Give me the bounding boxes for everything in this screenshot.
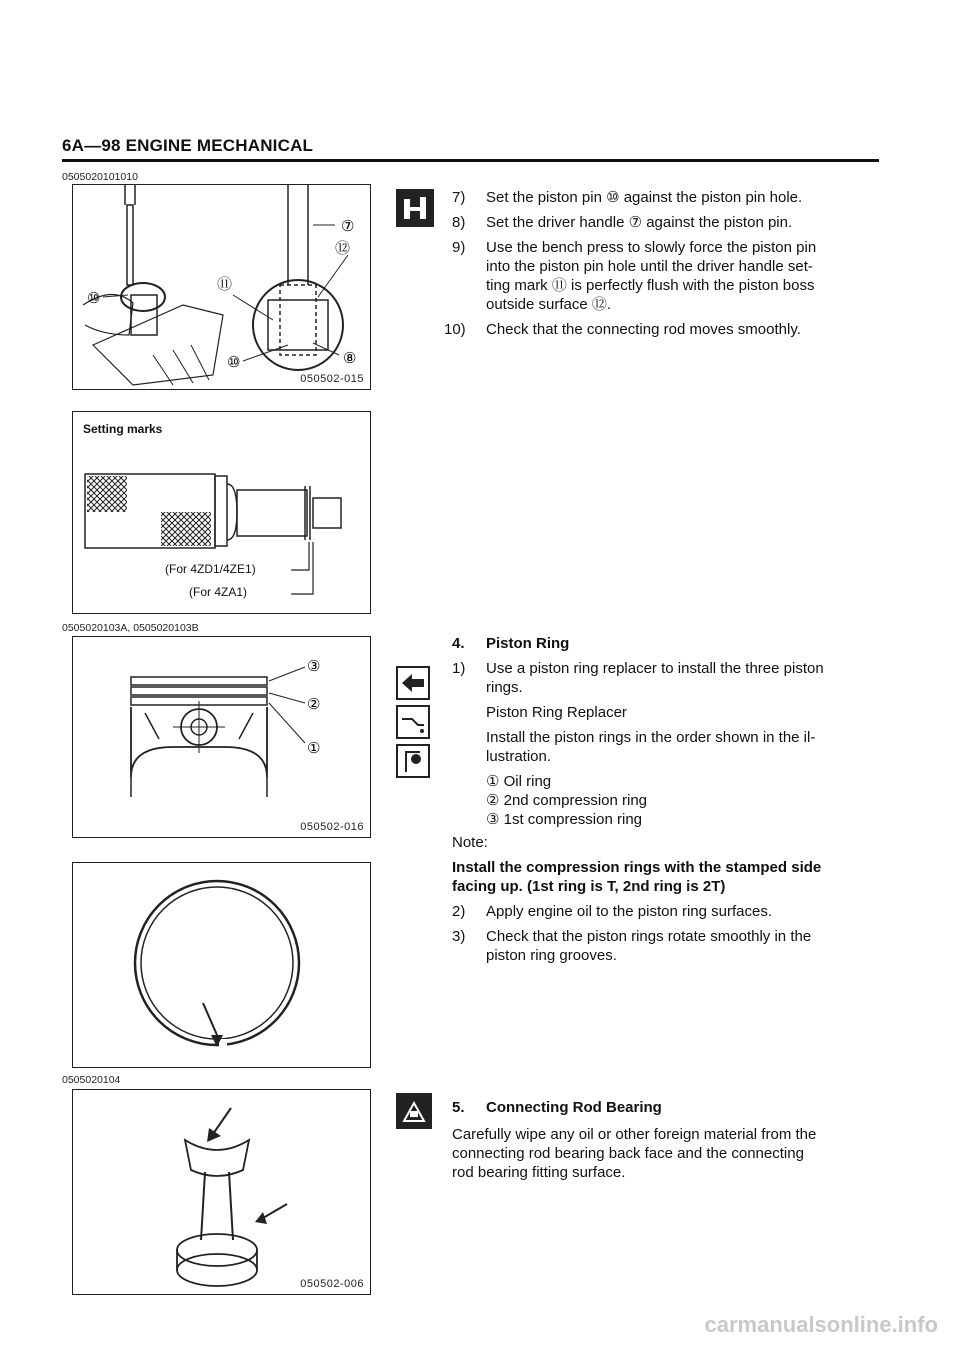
ring-item-3: ③ 1st compression ring — [486, 811, 643, 828]
setting-note-4za1: (For 4ZA1) — [189, 585, 248, 599]
step-9: 9) Use the bench press to slowly force the piston pin into the piston pin hole until the driver handle set- ting mark ⑪ is perfectly flush with the piston boss outside surface ⑫. — [452, 239, 817, 313]
setting-note-4zd1: (For 4ZD1/4ZE1) — [165, 562, 256, 576]
tool-name: Piston Ring Replacer — [486, 704, 627, 721]
note-check-icon — [396, 744, 430, 778]
piston-ring-order-illustration — [73, 637, 370, 837]
callout-10a: ⑩ — [87, 290, 101, 307]
setting-marks-label: Setting marks — [83, 422, 163, 436]
callout-12: ⑫ — [335, 240, 351, 257]
install-arrow-icon — [396, 666, 430, 700]
piston-pin-press-illustration — [73, 185, 370, 389]
step-7: 7) Set the piston pin ⑩ against the piston pin hole. — [452, 189, 803, 206]
figure-code-5: 050502-006 — [300, 1278, 364, 1290]
special-tool-icon — [396, 705, 430, 739]
figure-ref-1: 0505020101010 — [62, 171, 138, 183]
callout-10b: ⑩ — [227, 354, 241, 371]
ring-item-2: ② 2nd compression ring — [486, 792, 648, 809]
ring-item-1: ① Oil ring — [486, 773, 552, 790]
driver-handle-illustration — [73, 412, 370, 613]
callout-8: ⑧ — [343, 350, 357, 367]
figure-ref-3: 0505020103A, 0505020103B — [62, 622, 199, 634]
callout-7: ⑦ — [341, 218, 355, 235]
note-label: Note: — [452, 834, 488, 851]
piston-pin-steps — [444, 188, 892, 339]
ring-step-3: 3) Check that the piston rings rotate smoothly in the piston ring grooves. — [452, 928, 812, 964]
press-tool-icon — [396, 189, 434, 227]
figure-piston-rings — [72, 636, 371, 838]
callout-ring-3: ③ — [307, 658, 321, 675]
figure-code-3: 050502-016 — [300, 821, 364, 833]
step-8: 8) Set the driver handle ⑦ against the piston pin. — [452, 214, 793, 231]
callout-11: ⑪ — [217, 276, 233, 293]
figure-code-1: 050502-015 — [300, 373, 364, 385]
ring-step-2: 2) Apply engine oil to the piston ring surfaces. — [452, 903, 773, 920]
header-rule — [62, 159, 879, 162]
callout-ring-1: ① — [307, 740, 321, 757]
note-text: Install the compression rings with the stamped side facing up. (1st ring is T, 2nd ring is 2T) — [452, 859, 822, 895]
piston-ring-heading: 4. Piston Ring — [452, 635, 570, 652]
figure-ref-5: 0505020104 — [62, 1074, 121, 1086]
con-rod-bearing-illustration — [73, 1090, 370, 1294]
page-header: 6A—98 ENGINE MECHANICAL — [62, 136, 314, 155]
step-10: 10) Check that the connecting rod moves smoothly. — [444, 321, 801, 338]
clean-wipe-icon — [396, 1093, 432, 1129]
con-rod-bearing-section: 5. Connecting Rod Bearing Carefully wipe any oil or other foreign material from the connecting rod bearing back face and the connecting rod bearing fitting surface. — [452, 1098, 892, 1182]
bearing-heading: 5. Connecting Rod Bearing — [452, 1099, 662, 1116]
ring-step-1: 1) Use a piston ring replacer to install the three piston rings. — [452, 660, 824, 696]
figure-setting-marks — [72, 411, 371, 614]
install-order: Install the piston rings in the order shown in the il- lustration. — [486, 729, 816, 765]
piston-ring-section — [452, 634, 892, 965]
piston-ring-illustration — [73, 863, 370, 1067]
figure-piston-ring-gap — [72, 862, 371, 1068]
callout-ring-2: ② — [307, 696, 321, 713]
figure-con-rod-bearing — [72, 1089, 371, 1295]
watermark: carmanualsonline.info — [704, 1312, 938, 1337]
figure-piston-pin-install — [72, 184, 371, 390]
